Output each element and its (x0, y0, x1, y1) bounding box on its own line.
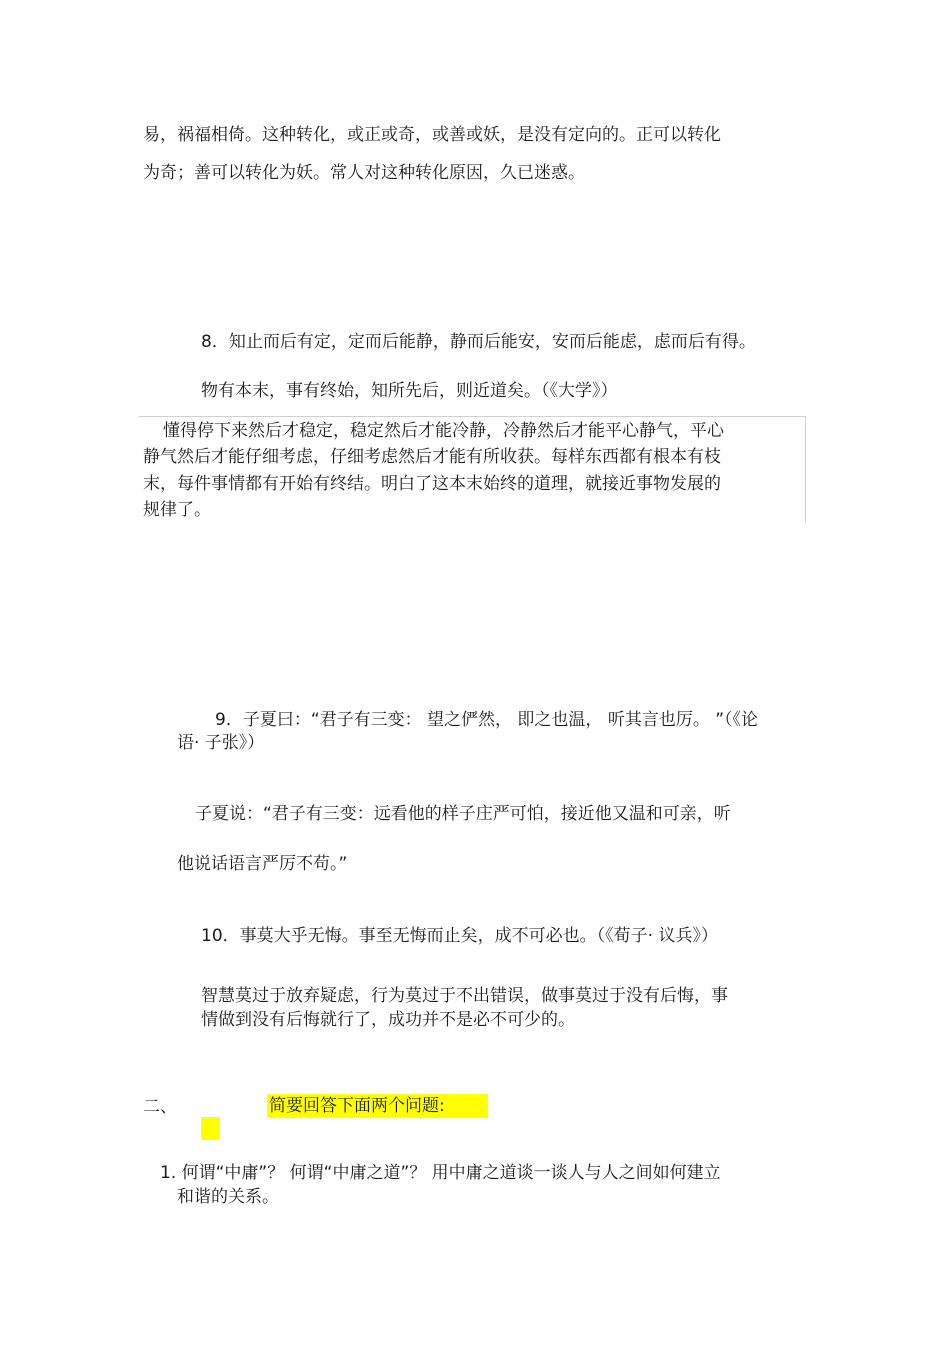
highlight-mark (201, 1117, 220, 1140)
question-1-line: 和谐的关系。 (177, 1187, 279, 1207)
translation-9-line: 他说话语言严厉不苟。” (177, 854, 348, 874)
quote-9-line: 9．子夏曰：“君子有三变： 望之俨然， 即之也温， 听其言也厉。 ”（《论 (215, 710, 759, 730)
translation-9-line: 子夏说：“君子有三变：远看他的样子庄严可怕，接近他又温和可亲，听 (195, 804, 731, 824)
quote-9-line: 语· 子张》） (177, 733, 265, 753)
section-number: 二、 (143, 1097, 177, 1117)
translation-8-line: 规律了。 (143, 500, 211, 520)
translation-10-line: 情做到没有后悔就行了，成功并不是必不可少的。 (201, 1010, 575, 1030)
quote-10-line: 10．事莫大乎无悔。事至无悔而止矣，成不可必也。（《荀子· 议兵》） (201, 926, 718, 946)
translation-8-line: 静气然后才能仔细考虑，仔细考虑然后才能有所收获。每样东西都有根本有枝 (143, 447, 721, 467)
paragraph-line: 易，祸福相倚。这种转化，或正或奇，或善或妖，是没有定向的。正可以转化 (143, 125, 721, 145)
quote-8-line: 物有本末，事有终始，知所先后，则近道矣。（《大学》） (201, 381, 618, 401)
question-1-line: 1. 何谓“中庸”？ 何谓“中庸之道”？ 用中庸之道谈一谈人与人之间如何建立 (160, 1163, 721, 1183)
section-heading: 简要回答下面两个问题: (269, 1096, 445, 1116)
translation-8-line: 末，每件事情都有开始有终结。明白了这本末始终的道理，就接近事物发展的 (143, 474, 721, 494)
paragraph-line: 为奇；善可以转化为妖。常人对这种转化原因，久已迷惑。 (143, 163, 585, 183)
translation-8-line: 懂得停下来然后才稳定，稳定然后才能冷静，冷静然后才能平心静气，平心 (163, 421, 724, 441)
quote-8-line: 8．知止而后有定，定而后能静，静而后能安，安而后能虑，虑而后有得。 (201, 332, 756, 352)
translation-10-line: 智慧莫过于放弃疑虑，行为莫过于不出错误，做事莫过于没有后悔，事 (201, 986, 728, 1006)
